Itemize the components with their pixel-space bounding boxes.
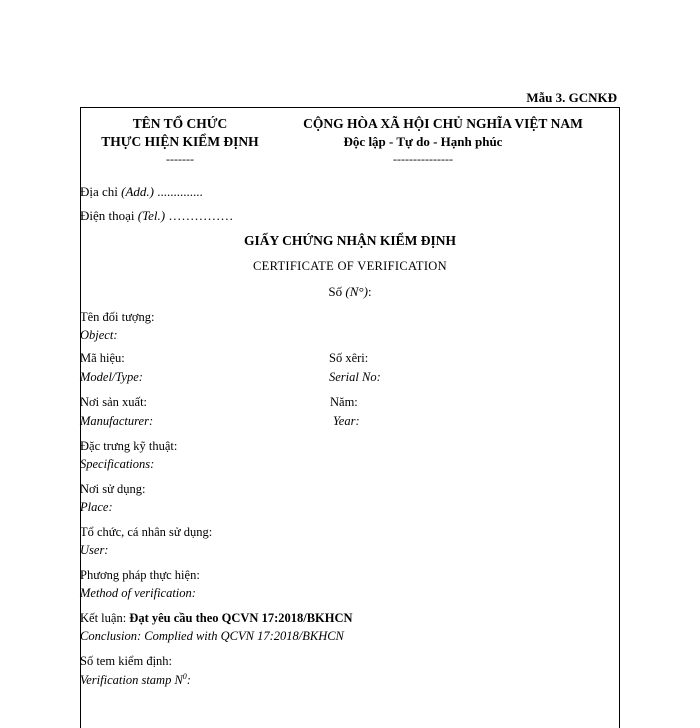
stamp-label-en: Verification stamp N <box>80 673 183 688</box>
method-label-en: Method of verification: <box>80 586 196 600</box>
object-label: Tên đối tượng: <box>80 310 155 324</box>
address-line <box>80 184 203 200</box>
serial-label-en: Serial No: <box>329 370 381 384</box>
stamp-label: Số tem kiểm định: <box>80 654 173 668</box>
model-label-en: Model/Type: <box>80 370 143 384</box>
certificate-title: GIẤY CHỨNG NHẬN KIỂM ĐỊNH <box>244 233 456 248</box>
org-rule: ------- <box>166 152 194 166</box>
conclusion-label-en: Conclusion: Complied with QCVN 17:2018/BKHCN <box>80 629 344 643</box>
stamp-label-en-line <box>80 672 191 688</box>
certificate-number <box>80 284 620 300</box>
place-label: Nơi sử dụng: <box>80 482 146 496</box>
address-label-en: (Add.) <box>121 184 155 199</box>
user-label: Tổ chức, cá nhân sử dụng: <box>80 525 213 539</box>
year-label: Năm: <box>330 395 358 409</box>
org-name-line2: THỰC HIỆN KIỂM ĐỊNH <box>101 134 259 149</box>
specifications-label-en: Specifications: <box>80 457 155 471</box>
phone-line <box>80 208 233 224</box>
nation-name: CỘNG HÒA XÃ HỘI CHỦ NGHĨA VIỆT NAM <box>303 116 583 131</box>
conclusion-line <box>80 611 353 626</box>
place-label-en: Place: <box>80 500 113 514</box>
nation-motto: Độc lập - Tự do - Hạnh phúc <box>343 134 503 149</box>
specifications-label: Đặc trưng kỹ thuật: <box>80 439 178 453</box>
stamp-label-en-sup: 0 <box>182 672 187 681</box>
manufacturer-label: Nơi sản xuất: <box>80 395 148 409</box>
phone-value: …………… <box>165 208 234 223</box>
nation-rule: --------------- <box>393 152 453 166</box>
stamp-label-en-suffix: : <box>186 673 191 688</box>
conclusion-label: Kết luận: <box>80 611 130 625</box>
form-code: Mẫu 3. GCNKĐ <box>526 90 617 105</box>
year-label-en: Year: <box>333 414 360 428</box>
number-label: Số <box>328 284 346 299</box>
phone-label: Điện thoại <box>80 208 138 223</box>
serial-label: Số xêri: <box>329 351 369 365</box>
conclusion-value: Đạt yêu cầu theo QCVN 17:2018/BKHCN <box>129 611 353 625</box>
number-label-en: (N°) <box>345 284 368 299</box>
model-label: Mã hiệu: <box>80 351 125 365</box>
address-label: Địa chỉ <box>80 184 122 199</box>
method-label: Phương pháp thực hiện: <box>80 568 200 582</box>
certificate-subtitle: CERTIFICATE OF VERIFICATION <box>253 259 447 273</box>
number-suffix: : <box>367 284 372 299</box>
org-name-line1: TÊN TỔ CHỨC <box>132 116 228 131</box>
object-label-en: Object: <box>80 328 118 342</box>
user-label-en: User: <box>80 543 109 557</box>
address-value: .............. <box>154 184 203 199</box>
manufacturer-label-en: Manufacturer: <box>80 414 154 428</box>
phone-label-en: (Tel.) <box>137 208 166 223</box>
